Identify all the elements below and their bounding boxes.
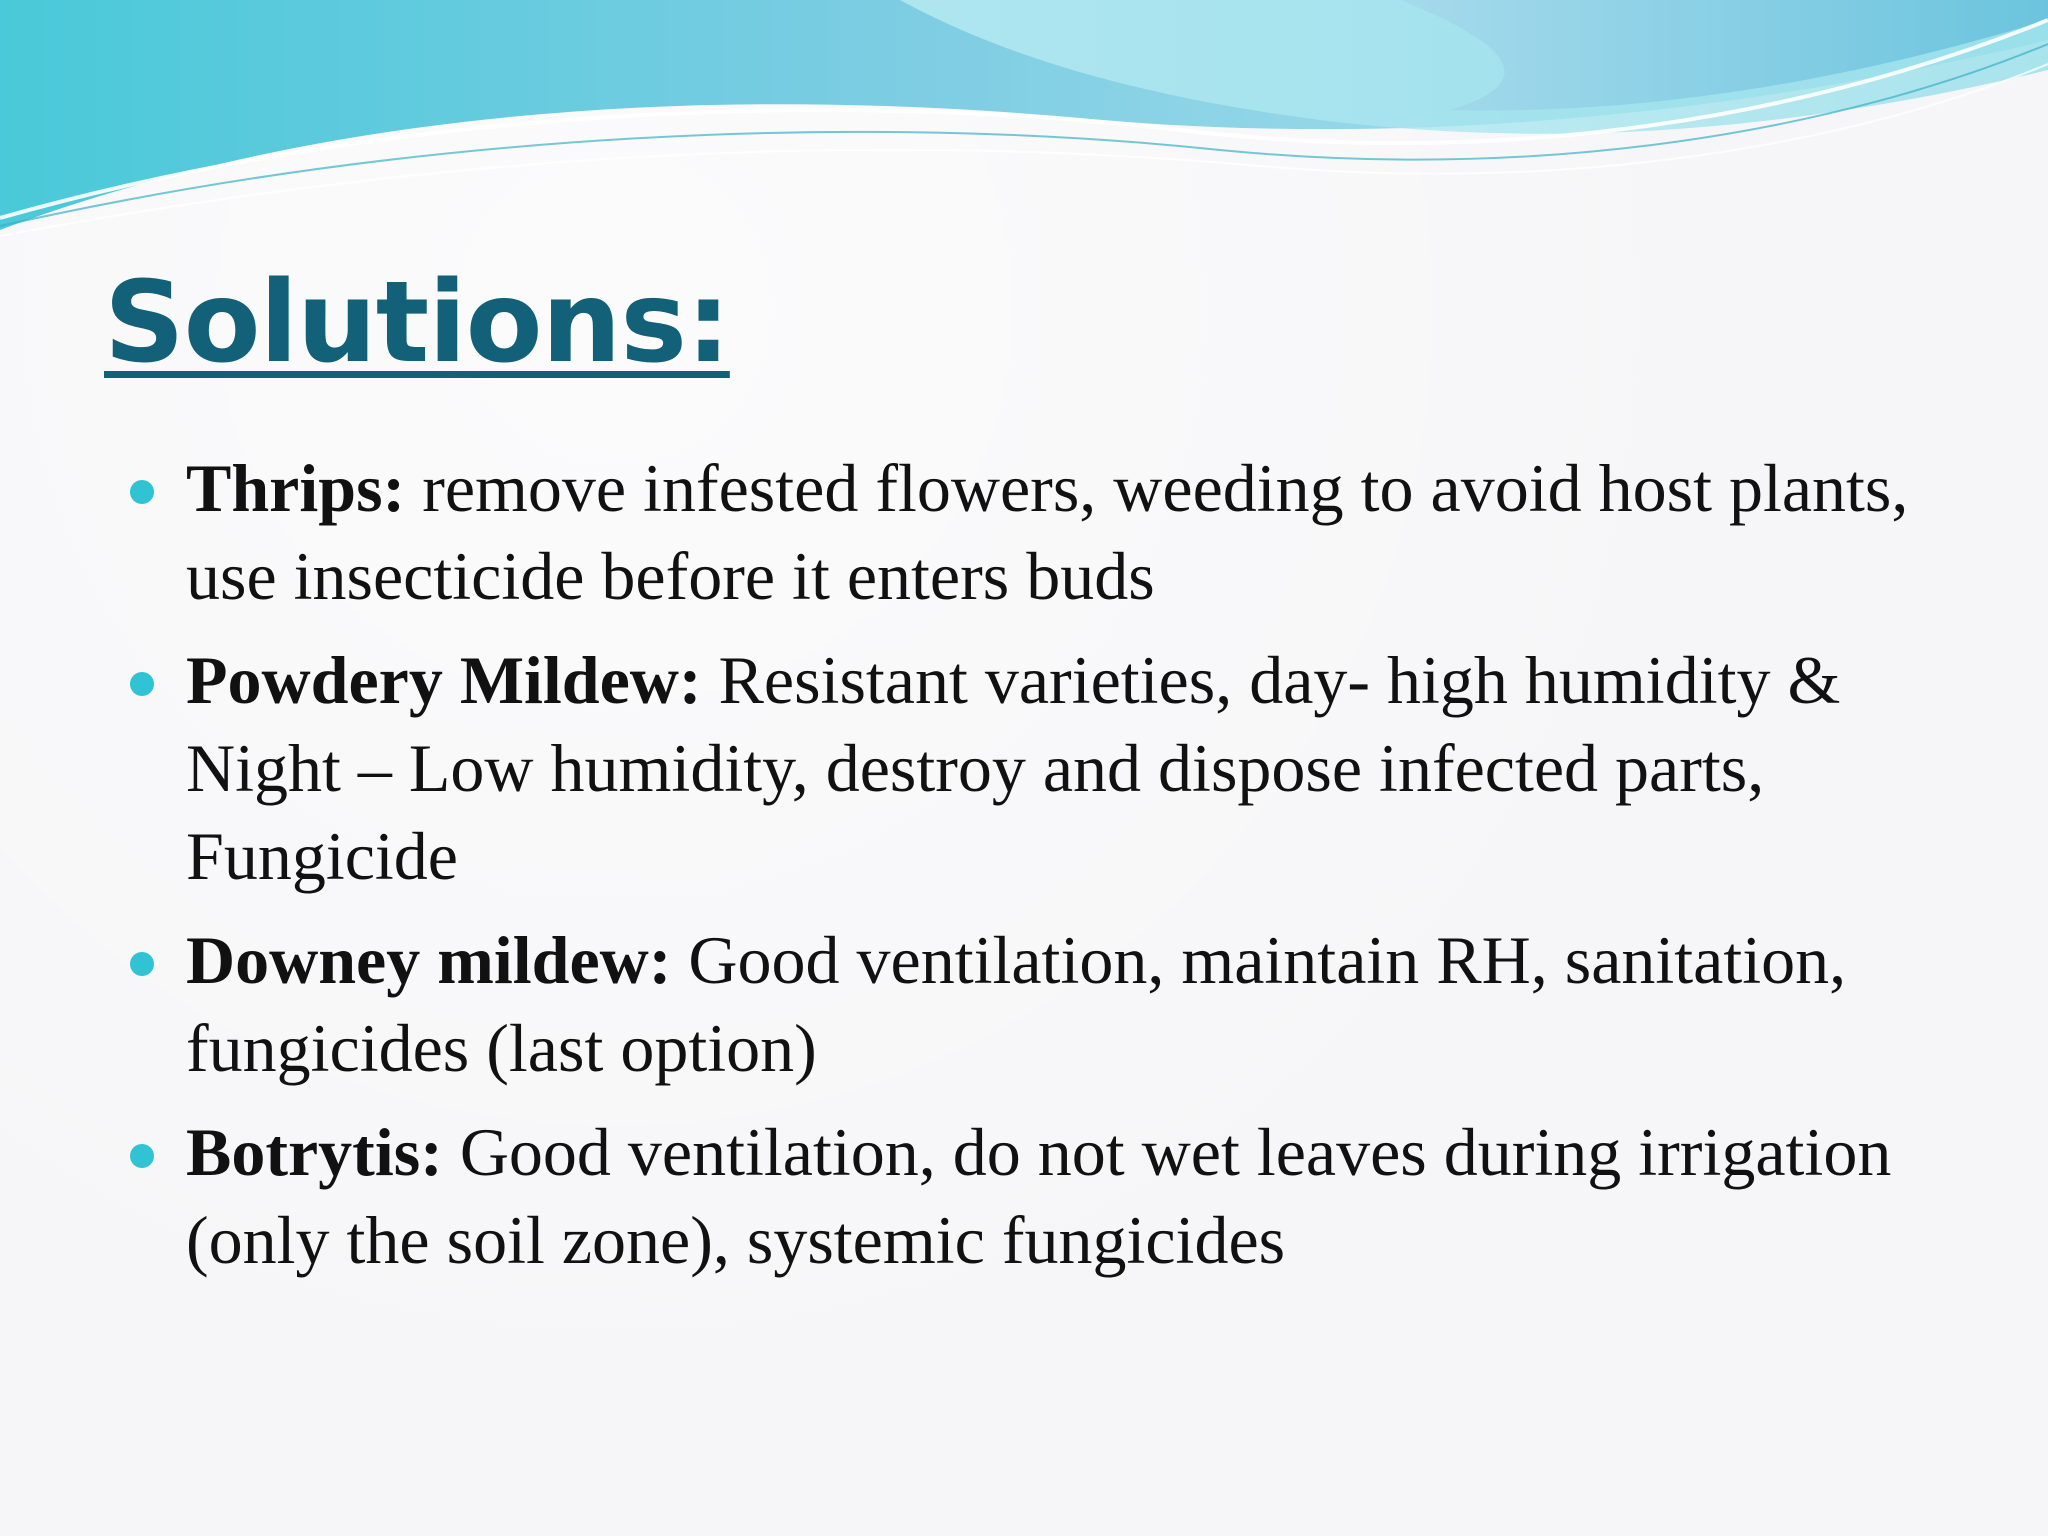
bullet-term: Botrytis: [186, 1114, 443, 1190]
list-item [130, 916, 1940, 1092]
bullet-term: Thrips: [186, 450, 406, 526]
list-item [130, 444, 1940, 620]
bullet-text: Resistant varieties, day- high humidity & Night – Low humidity, destroy and dispose infected parts, Fungicide [186, 642, 1841, 894]
slide-title: Solutions: [104, 258, 730, 388]
bullet-dot-icon [130, 672, 154, 696]
bullet-text: Good ventilation, maintain RH, sanitation, fungicides (last option) [186, 922, 1847, 1086]
header-wave-decoration [0, 0, 2048, 260]
bullet-dot-icon [130, 480, 154, 504]
bullet-term: Downey mildew: [186, 922, 672, 998]
list-item [130, 636, 1940, 900]
list-item [130, 1108, 1940, 1284]
bullet-text: remove infested flowers, weeding to avoid host plants, use insecticide before it enters buds [186, 450, 1909, 614]
solutions-list [130, 444, 1940, 1300]
bullet-dot-icon [130, 952, 154, 976]
bullet-text: Good ventilation, do not wet leaves during irrigation (only the soil zone), systemic fungicides [186, 1114, 1892, 1278]
bullet-term: Powdery Mildew: [186, 642, 702, 718]
bullet-dot-icon [130, 1144, 154, 1168]
